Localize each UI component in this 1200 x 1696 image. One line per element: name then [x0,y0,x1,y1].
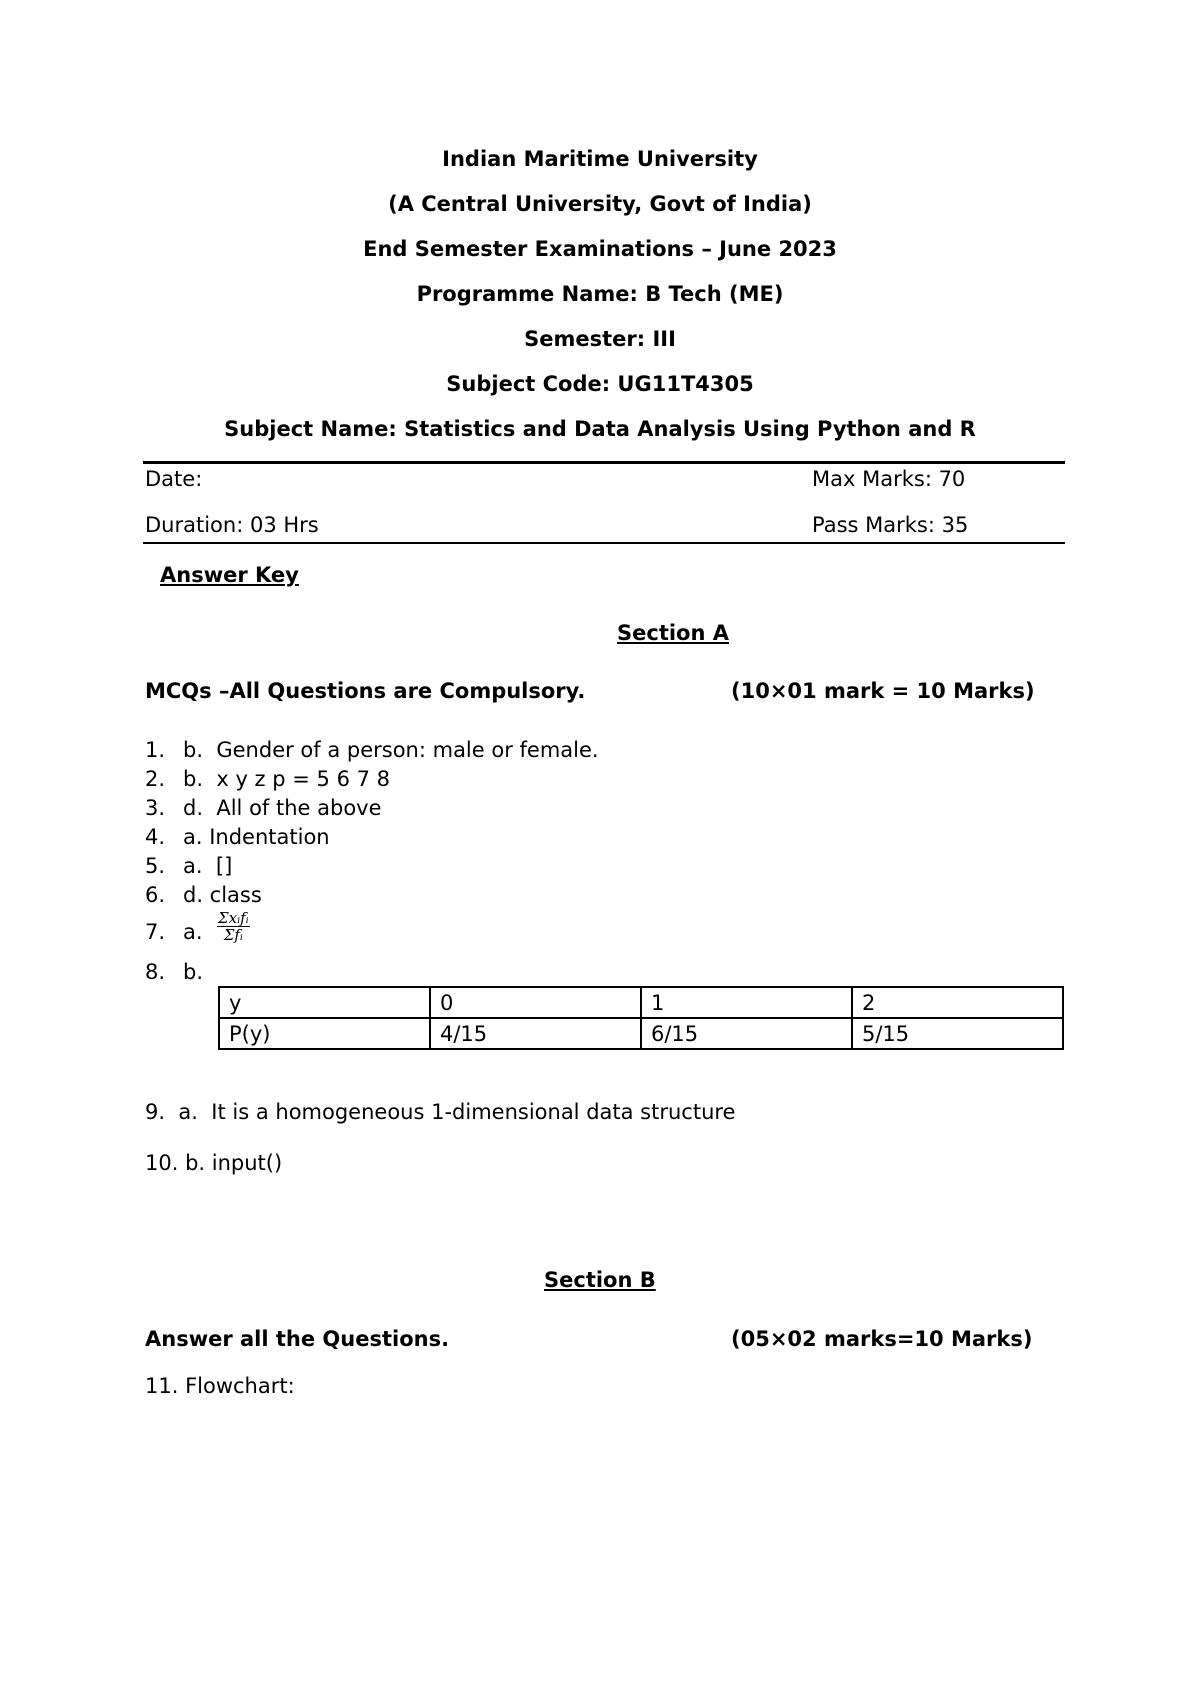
table-cell: 0 [430,987,641,1018]
table-cell: 1 [641,987,852,1018]
programme-name: Programme Name: B Tech (ME) [416,282,784,306]
answer-8-text: b. [183,960,204,984]
semester: Semester: III [524,327,676,351]
answer-7-text: a. [183,920,203,944]
table-cell: P(y) [219,1018,430,1049]
table-cell: 5/15 [852,1018,1063,1049]
answer-7-num: 7. [145,920,166,944]
table-row [219,987,1063,1018]
answer-4-num: 4. [145,825,166,849]
answer-1-num: 1. [145,738,166,762]
duration: Duration: 03 Hrs [145,513,319,537]
answer-5-num: 5. [145,854,166,878]
bottom-divider [143,542,1065,544]
answer-2-text: b. x y z p = 5 6 7 8 [183,767,391,791]
section-b-instruction: Answer all the Questions. [145,1327,450,1351]
answer-2-num: 2. [145,767,166,791]
formula-denominator: Σfᵢ [223,926,243,944]
probability-table [218,986,1064,1050]
pass-marks: Pass Marks: 35 [812,513,969,537]
answer-5-text: a. [] [183,854,233,878]
date-label: Date: [145,467,203,491]
university-status: (A Central University, Govt of India) [388,192,812,216]
section-b-title: Section B [544,1268,656,1292]
section-a-instruction: MCQs –All Questions are Compulsory. [145,679,586,703]
answer-8-num: 8. [145,960,166,984]
max-marks: Max Marks: 70 [812,467,966,491]
answer-4-text: a. Indentation [183,825,330,849]
section-b-marks: (05×02 marks=10 Marks) [731,1327,1033,1351]
exam-title: End Semester Examinations – June 2023 [363,237,837,261]
table-cell: 2 [852,987,1063,1018]
answer-3-text: d. All of the above [183,796,382,820]
section-a-marks: (10×01 mark = 10 Marks) [731,679,1035,703]
subject-code: Subject Code: UG11T4305 [446,372,754,396]
formula-numerator: Σxᵢfᵢ [218,909,249,927]
answer-1-text: b. Gender of a person: male or female. [183,738,599,762]
answer-6-num: 6. [145,883,166,907]
answer-key-title: Answer Key [160,563,299,587]
top-divider [143,461,1065,464]
answer-3-num: 3. [145,796,166,820]
answer-10: 10. b. input() [145,1151,283,1175]
subject-name: Subject Name: Statistics and Data Analysis Using Python and R [224,417,976,441]
table-cell: 4/15 [430,1018,641,1049]
university-name: Indian Maritime University [442,147,758,171]
table-cell: 6/15 [641,1018,852,1049]
answer-9: 9. a. It is a homogeneous 1-dimensional data structure [145,1100,736,1124]
answer-11: 11. Flowchart: [145,1374,295,1398]
table-cell: y [219,987,430,1018]
answer-6-text: d. class [183,883,262,907]
table-row [219,1018,1063,1049]
mean-formula [217,910,250,943]
section-a-title: Section A [617,621,729,645]
